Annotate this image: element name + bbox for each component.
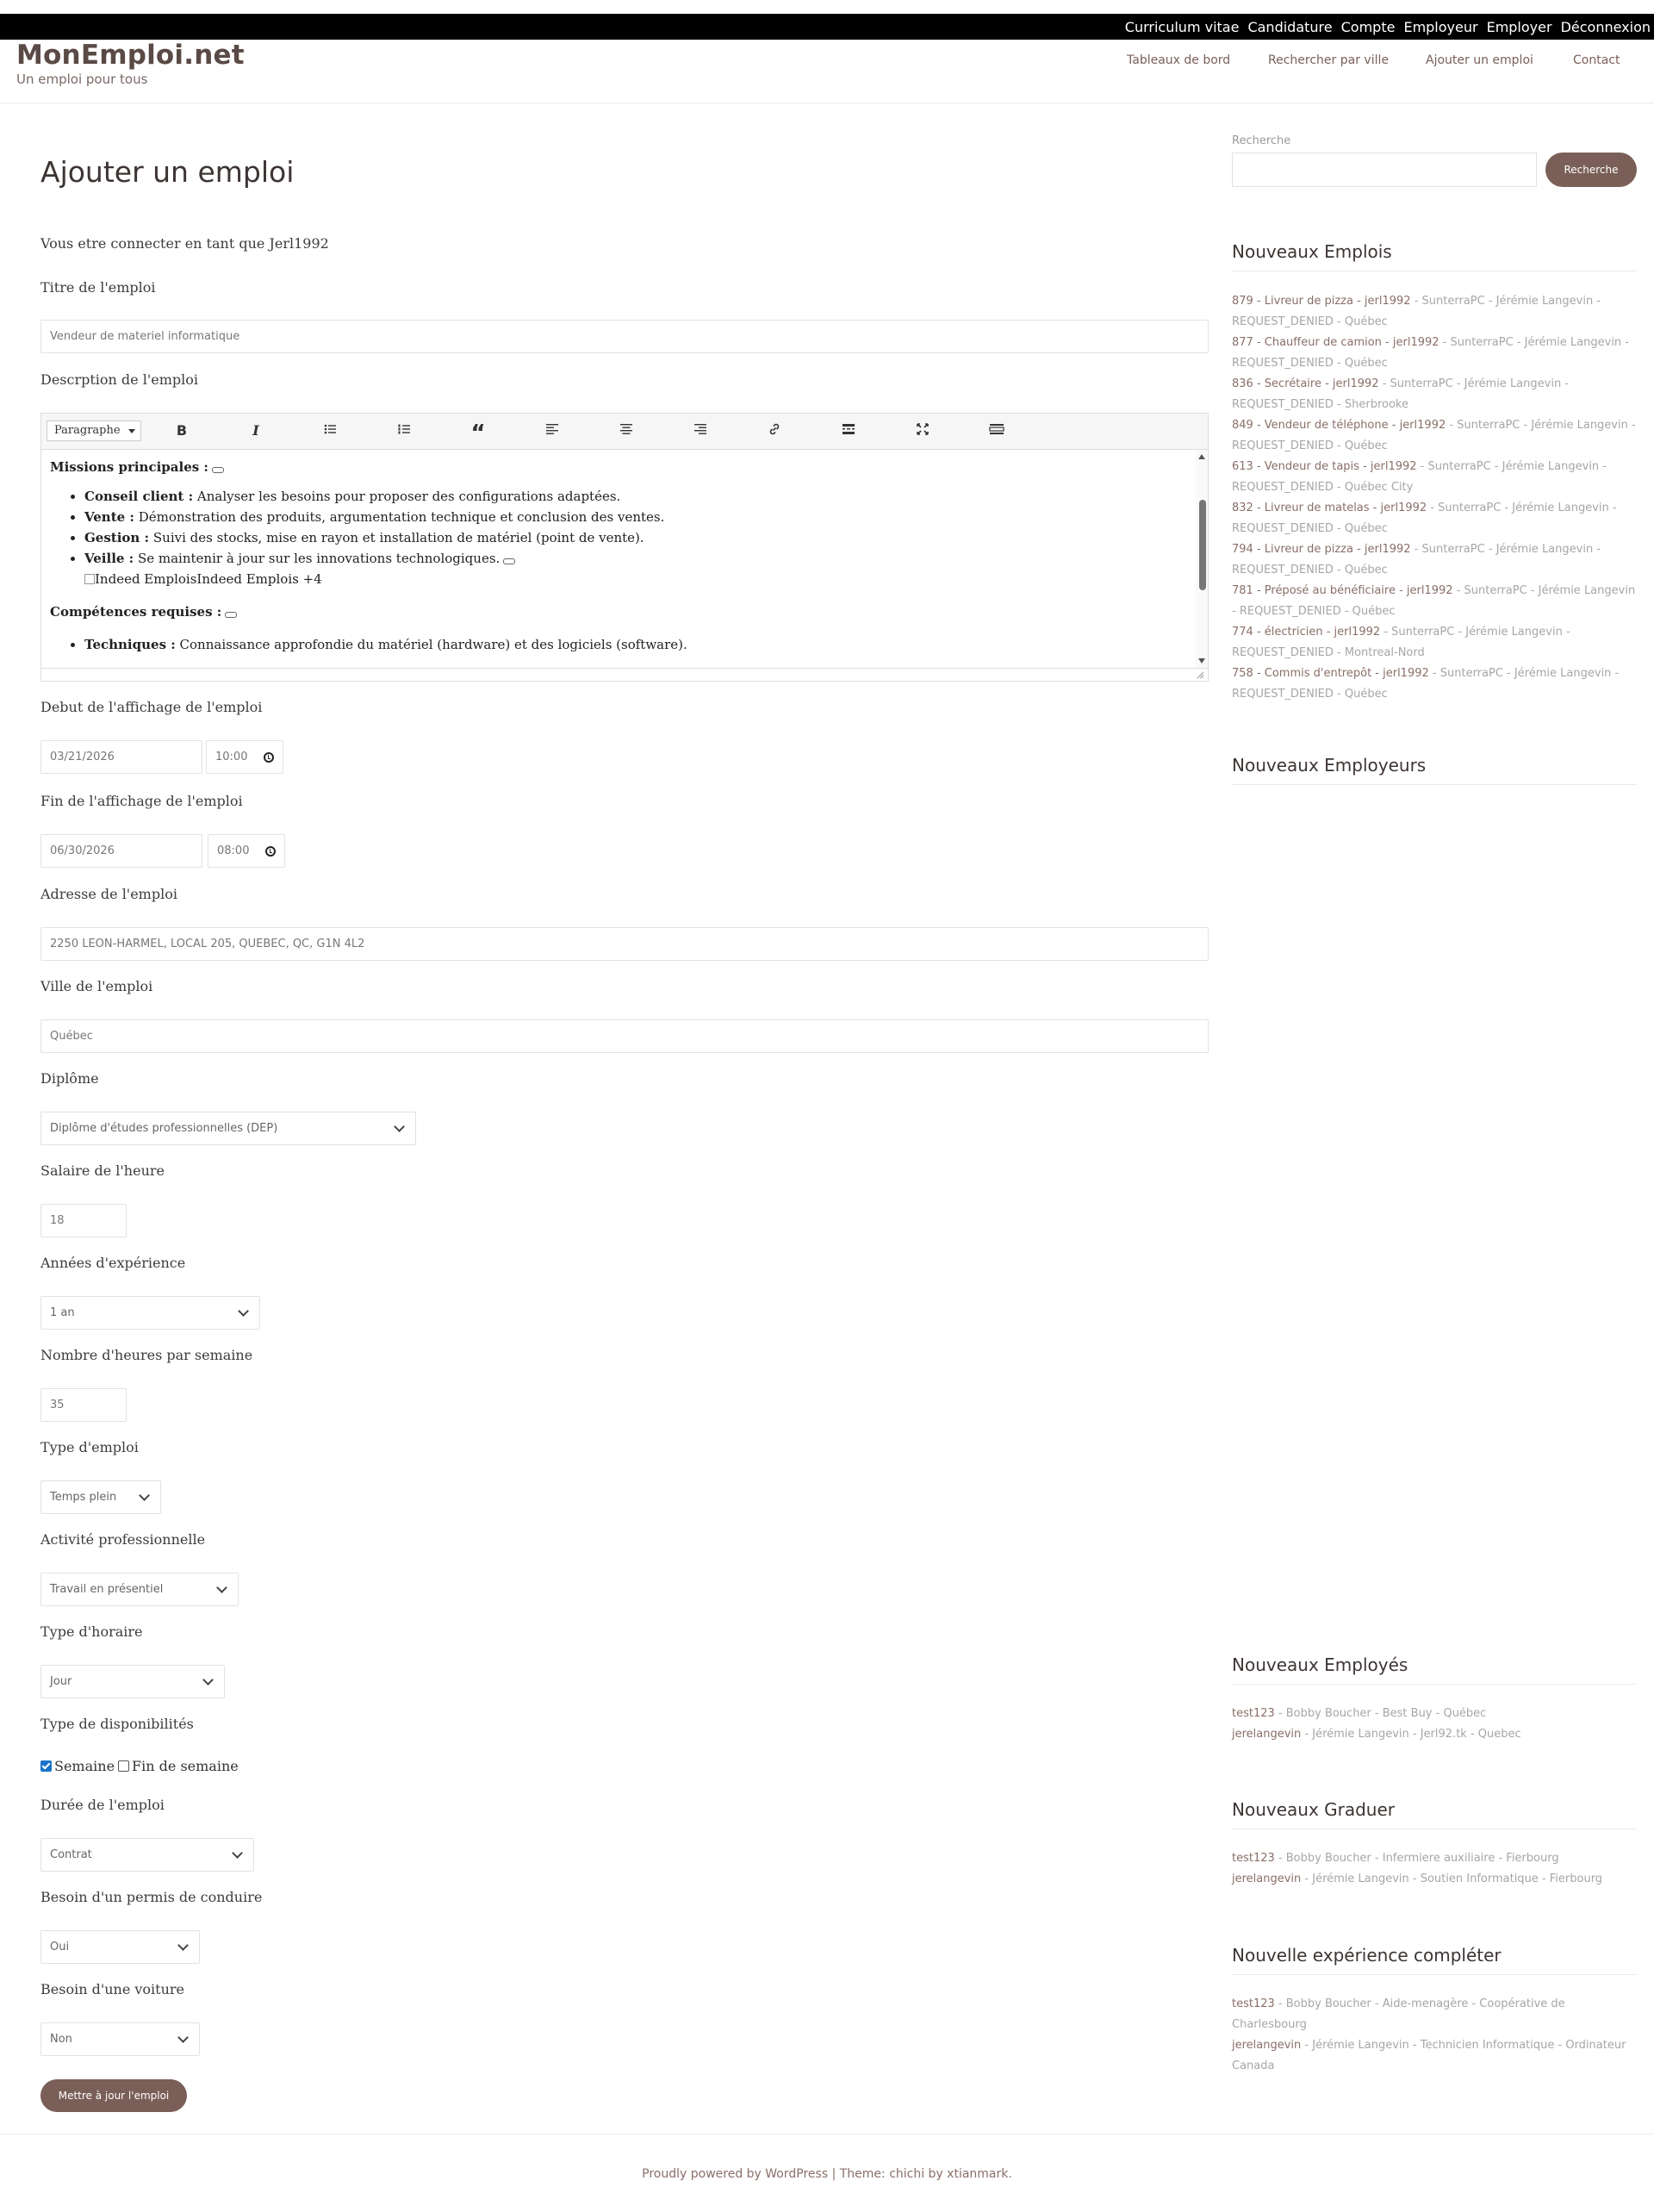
user-details: - Jérémie Langevin - Technicien Informatique - Ordinateur Canada — [1232, 2039, 1626, 2072]
hours-input[interactable]: 35 — [40, 1388, 127, 1422]
topbar-link-compte[interactable]: Compte — [1340, 18, 1396, 35]
job-link[interactable]: 758 - Commis d'entrepôt - jerl1992 — [1232, 667, 1429, 680]
experience-label: Années d'expérience — [40, 1255, 186, 1271]
end-time-value: 08:00 — [217, 844, 250, 857]
job-title-label: Titre de l'emploi — [40, 279, 156, 296]
user-details: - Bobby Boucher - Aide-menagère - Coopérative de Charlesbourg — [1232, 1997, 1565, 2031]
availability-options — [40, 1758, 239, 1774]
job-link[interactable]: 774 - électricien - jerl1992 — [1232, 626, 1381, 639]
job-link[interactable]: 877 - Chauffeur de camion - jerl1992 — [1232, 336, 1439, 349]
site-tagline: Un emploi pour tous — [16, 72, 148, 87]
duration-label: Durée de l'emploi — [40, 1797, 165, 1813]
start-label: Debut de l'affichage de l'emploi — [40, 699, 263, 715]
editor-heading-skills — [50, 601, 1199, 622]
activity-select[interactable] — [40, 1573, 239, 1606]
editor-toolbar — [41, 414, 1208, 450]
new-experience-list — [1232, 1994, 1637, 2077]
salary-label: Salaire de l'heure — [40, 1162, 165, 1179]
chevron-down-icon — [216, 1582, 227, 1593]
hours-label: Nombre d'heures par semaine — [40, 1347, 253, 1363]
job-details: - SunterraPC - Jérémie Langevin - REQUEST_DENIED - Québec — [1232, 336, 1629, 370]
bold-icon[interactable]: B — [176, 422, 188, 439]
start-time-value: 10:00 — [215, 751, 248, 763]
editor-heading-missions — [50, 457, 1199, 477]
job-link[interactable]: 836 - Secrétaire - jerl1992 — [1232, 377, 1379, 390]
list-item-term: Techniques : — [84, 637, 176, 652]
job-link[interactable]: 832 - Livreur de matelas - jerl1992 — [1232, 502, 1427, 514]
job-link[interactable]: 794 - Livreur de pizza - jerl1992 — [1232, 543, 1411, 556]
job-details: - SunterraPC - Jérémie Langevin - REQUEST_DENIED - Québec — [1232, 667, 1620, 701]
nav-item-search-city[interactable]: Rechercher par ville — [1268, 53, 1389, 67]
user-details: - Bobby Boucher - Best Buy - Québec — [1274, 1707, 1487, 1720]
scroll-down-icon[interactable] — [1198, 658, 1205, 664]
car-select[interactable] — [40, 2022, 200, 2056]
list-item — [84, 486, 1199, 507]
chevron-down-icon — [232, 1847, 243, 1859]
list-item — [1232, 622, 1637, 664]
schedule-select[interactable] — [40, 1665, 225, 1698]
broken-image-icon — [84, 574, 95, 584]
list-item — [1232, 498, 1637, 539]
topbar-link-employeur[interactable]: Employeur — [1403, 18, 1478, 35]
list-item-text: Se maintenir à jour sur les innovations technologiques. — [134, 551, 501, 566]
chevron-down-icon — [202, 1674, 214, 1685]
user-link[interactable]: jerelangevin — [1232, 1728, 1302, 1741]
job-type-select[interactable] — [40, 1480, 161, 1514]
list-item-text: Connaissance approfondie du matériel (hardware) et des logiciels (software). — [175, 637, 687, 652]
topbar-link-logout[interactable]: Déconnexion — [1560, 18, 1651, 35]
align-right-icon[interactable] — [691, 422, 710, 441]
list-item — [84, 634, 1199, 655]
user-details: - Jérémie Langevin - Soutien Informatique - Fierbourg — [1301, 1872, 1603, 1885]
nav-item-contact[interactable]: Contact — [1573, 53, 1620, 67]
job-details: - SunterraPC - Jérémie Langevin - REQUEST_DENIED - Québec City — [1232, 460, 1607, 494]
job-details: - SunterraPC - Jérémie Langevin - REQUEST_DENIED - Québec — [1232, 295, 1601, 328]
list-item — [1232, 1869, 1637, 1890]
align-center-icon[interactable] — [617, 422, 636, 441]
job-details: - SunterraPC - Jérémie Langevin - REQUEST_DENIED - Sherbrooke — [1232, 377, 1570, 411]
list-item — [1232, 374, 1637, 415]
list-item — [1232, 415, 1637, 457]
paragraph-mark-icon — [212, 467, 224, 473]
new-experience-title: Nouvelle expérience compléter — [1232, 1945, 1637, 1975]
list-item-text: Démonstration des produits, argumentation technique et conclusion des ventes. — [134, 509, 665, 525]
duration-select-value: Contrat — [50, 1848, 92, 1861]
update-job-button[interactable]: Mettre à jour l'emploi — [40, 2079, 187, 2112]
description-label: Descrption de l'emploi — [40, 371, 198, 388]
start-date-input[interactable]: 03/21/2026 — [40, 740, 202, 774]
user-link[interactable]: jerelangevin — [1232, 1872, 1302, 1885]
list-item — [84, 548, 1199, 589]
list-item — [1232, 1704, 1637, 1724]
new-jobs-title: Nouveaux Emplois — [1232, 241, 1637, 271]
editor-statusbar — [41, 668, 1208, 681]
scroll-up-icon[interactable] — [1198, 454, 1205, 459]
address-label: Adresse de l'emploi — [40, 886, 177, 902]
page-title: Ajouter un emploi — [40, 155, 295, 189]
chevron-down-icon — [128, 429, 135, 433]
sidebar-search-label: Recherche — [1232, 134, 1291, 147]
paragraph-mark-icon — [225, 612, 237, 618]
duration-select[interactable] — [40, 1838, 254, 1872]
list-item-term: Gestion : — [84, 530, 150, 545]
blockquote-icon[interactable]: “ — [470, 421, 486, 446]
user-details: - Bobby Boucher - Infermiere auxiliaire - Fierbourg — [1274, 1852, 1559, 1865]
site-footer — [0, 2134, 1654, 2212]
user-link[interactable]: test123 — [1232, 1852, 1275, 1865]
chevron-down-icon — [139, 1490, 150, 1501]
numbered-list-icon[interactable] — [395, 422, 414, 441]
end-time-input[interactable] — [208, 834, 285, 868]
diploma-label: Diplôme — [40, 1070, 99, 1087]
list-item — [1232, 2035, 1637, 2077]
paragraph-mark-icon — [503, 558, 515, 564]
chevron-down-icon — [177, 1940, 189, 1951]
availability-label: Type de disponibilités — [40, 1716, 194, 1732]
format-select[interactable] — [47, 421, 141, 441]
list-item — [1232, 291, 1637, 333]
car-select-value: Non — [50, 2033, 72, 2046]
job-title-input[interactable]: Vendeur de materiel informatique — [40, 320, 1209, 353]
list-item — [1232, 1724, 1637, 1745]
clock-icon[interactable] — [264, 752, 274, 763]
bullet-list-icon[interactable] — [320, 422, 339, 441]
experience-select-value: 1 an — [50, 1306, 75, 1319]
topbar-link-cv[interactable]: Curriculum vitae — [1124, 18, 1240, 35]
job-details: - SunterraPC - Jérémie Langevin - REQUEST_DENIED - Québec — [1232, 584, 1636, 618]
editor-missions-list — [84, 486, 1199, 589]
list-item — [1232, 664, 1637, 705]
logged-in-text: Vous etre connecter en tant que Jerl1992 — [40, 235, 329, 252]
user-link[interactable]: test123 — [1232, 1707, 1275, 1720]
chevron-down-icon — [177, 2032, 189, 2043]
new-employees-list — [1232, 1704, 1637, 1745]
job-details: - SunterraPC - Jérémie Langevin - REQUEST_DENIED - Québec — [1232, 543, 1601, 576]
scrollbar-thumb[interactable] — [1199, 500, 1206, 590]
site-title[interactable]: MonEmploi.net — [16, 40, 245, 71]
city-input[interactable]: Québec — [40, 1019, 1209, 1053]
new-jobs-list — [1232, 291, 1637, 705]
list-item — [1232, 457, 1637, 498]
list-item-term: Conseil client : — [84, 489, 194, 504]
new-employees-title: Nouveaux Employés — [1232, 1654, 1637, 1685]
activity-label: Activité professionnelle — [40, 1531, 206, 1548]
list-item-term: Veille : — [84, 551, 134, 566]
week-checkbox[interactable] — [40, 1760, 52, 1772]
list-item-text: Suivi des stocks, mise en rayon et installation de matériel (point de vente). — [149, 530, 644, 545]
nav-item-add-job[interactable]: Ajouter un emploi — [1426, 53, 1533, 67]
chevron-down-icon — [394, 1121, 405, 1132]
weekend-checkbox-label: Fin de semaine — [132, 1758, 239, 1774]
schedule-label: Type d'horaire — [40, 1623, 143, 1640]
format-select-label: Paragraphe — [54, 424, 121, 437]
end-date-input[interactable]: 06/30/2026 — [40, 834, 202, 868]
topbar-link-employer[interactable]: Employer — [1486, 18, 1552, 35]
schedule-select-value: Jour — [50, 1675, 72, 1688]
clock-icon[interactable] — [265, 846, 276, 857]
broken-image-alt: Indeed EmploisIndeed Emplois +4 — [95, 571, 322, 587]
list-item — [1232, 539, 1637, 581]
new-graduates-list — [1232, 1848, 1637, 1890]
job-details: - SunterraPC - Jérémie Langevin - REQUEST_DENIED - Montreal-Nord — [1232, 626, 1570, 659]
editor-heading-skills-text: Compétences requises : — [50, 604, 222, 620]
weekend-checkbox[interactable] — [118, 1760, 129, 1772]
end-label: Fin de l'affichage de l'emploi — [40, 793, 243, 809]
job-details: - SunterraPC - Jérémie Langevin - REQUEST_DENIED - Québec — [1232, 502, 1617, 535]
user-details: - Jérémie Langevin - Jerl92.tk - Quebec — [1301, 1728, 1521, 1741]
address-input[interactable]: 2250 LEON-HARMEL, LOCAL 205, QUEBEC, QC, G1N 4L2 — [40, 927, 1209, 961]
job-link[interactable]: 781 - Préposé au bénéficiaire - jerl1992 — [1232, 584, 1453, 597]
sidebar-search-button[interactable]: Recherche — [1545, 153, 1637, 187]
topbar-link-candidature[interactable]: Candidature — [1247, 18, 1333, 35]
list-item — [1232, 1848, 1637, 1869]
link-icon[interactable] — [765, 422, 784, 441]
start-time-input[interactable] — [206, 740, 283, 774]
license-select-value: Oui — [50, 1941, 70, 1953]
experience-select[interactable] — [40, 1296, 260, 1330]
align-left-icon[interactable] — [543, 422, 562, 441]
footer-credits[interactable]: Proudly powered by WordPress | Theme: chichi by xtianmark. — [642, 2167, 1012, 2181]
list-item — [1232, 333, 1637, 374]
list-item-text: Analyser les besoins pour proposer des configurations adaptées. — [193, 489, 621, 504]
site-header — [0, 40, 1654, 103]
list-item-term: Vente : — [84, 509, 134, 525]
job-link[interactable]: 849 - Vendeur de téléphone - jerl1992 — [1232, 419, 1446, 432]
salary-input[interactable]: 18 — [40, 1204, 127, 1237]
fullscreen-icon[interactable] — [913, 422, 932, 441]
job-link[interactable]: 613 - Vendeur de tapis - jerl1992 — [1232, 460, 1417, 473]
license-select[interactable] — [40, 1930, 200, 1964]
italic-icon[interactable]: I — [252, 422, 259, 439]
list-item — [1232, 1994, 1637, 2035]
new-employers-title: Nouveaux Employeurs — [1232, 755, 1637, 785]
activity-select-value: Travail en présentiel — [50, 1583, 164, 1596]
job-type-label: Type d'emploi — [40, 1439, 139, 1455]
editor-content[interactable] — [41, 450, 1208, 670]
top-bar — [0, 14, 1654, 40]
editor-skills-list — [84, 634, 1199, 655]
job-type-select-value: Temps plein — [50, 1491, 117, 1504]
diploma-select-value: Diplôme d'études professionnelles (DEP) — [50, 1122, 278, 1135]
read-more-icon[interactable] — [839, 422, 858, 441]
list-item — [84, 507, 1199, 527]
resize-handle-icon[interactable] — [1196, 670, 1204, 679]
new-graduates-title: Nouveaux Graduer — [1232, 1799, 1637, 1829]
car-label: Besoin d'une voiture — [40, 1981, 185, 1997]
user-link[interactable]: jerelangevin — [1232, 2039, 1302, 2052]
week-checkbox-label: Semaine — [54, 1758, 115, 1774]
toolbar-toggle-icon[interactable] — [987, 422, 1006, 441]
user-link[interactable]: test123 — [1232, 1997, 1275, 2010]
editor-heading-missions-text: Missions principales : — [50, 459, 208, 475]
job-link[interactable]: 879 - Livreur de pizza - jerl1992 — [1232, 295, 1411, 308]
list-item — [1232, 581, 1637, 622]
diploma-select[interactable] — [40, 1112, 416, 1145]
list-item — [84, 527, 1199, 548]
nav-item-dashboard[interactable]: Tableaux de bord — [1127, 53, 1231, 67]
license-label: Besoin d'un permis de conduire — [40, 1889, 263, 1905]
description-editor[interactable] — [40, 413, 1209, 682]
job-details: - SunterraPC - Jérémie Langevin - REQUEST_DENIED - Québec — [1232, 419, 1636, 452]
sidebar-search-input[interactable] — [1232, 153, 1537, 187]
city-label: Ville de l'emploi — [40, 978, 153, 994]
chevron-down-icon — [238, 1305, 249, 1317]
